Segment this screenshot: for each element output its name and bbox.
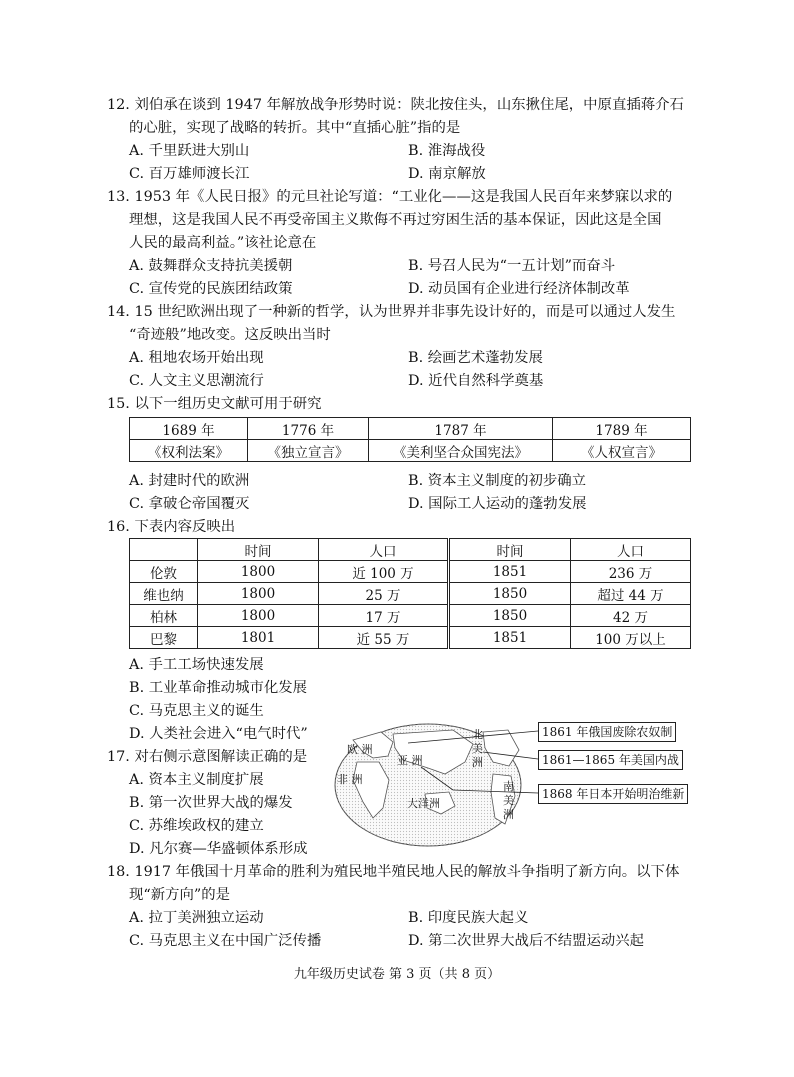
- q13-option-b: B. 号召人民为“一五计划”而奋斗: [408, 258, 616, 274]
- label-africa: 非 洲: [337, 773, 363, 786]
- table-cell: 维也纳: [130, 583, 198, 605]
- q18-option-a: A. 拉丁美洲独立运动: [129, 910, 264, 926]
- table-cell: 1851: [449, 561, 571, 583]
- table-cell: 100 万以上: [571, 627, 691, 649]
- q17-option-a: A. 资本主义制度扩展: [129, 772, 264, 788]
- table-cell: 《独立宣言》: [248, 440, 369, 462]
- q15-option-b: B. 资本主义制度的初步确立: [408, 473, 587, 489]
- table-cell: 42 万: [571, 605, 691, 627]
- table-header-cell: 人口: [571, 539, 691, 561]
- q17-option-c: C. 苏维埃政权的建立: [129, 818, 264, 834]
- q18-stem-line2: 现“新方向”的是: [129, 887, 231, 903]
- q14-stem-line1: 14. 15 世纪欧洲出现了一种新的哲学，认为世界并非事先设计好的，而是可以通过人发生: [107, 304, 676, 320]
- q13-stem-line2: 理想，这是我国人民不再受帝国主义欺侮不再过穷困生活的基本保证，因此这是全国: [129, 212, 662, 228]
- q15-option-d: D. 国际工人运动的蓬勃发展: [408, 496, 587, 512]
- table-cell: 1801: [198, 627, 319, 649]
- q17-option-d: D. 凡尔赛—华盛顿体系形成: [129, 841, 308, 857]
- q13-option-c: C. 宣传党的民族团结政策: [129, 281, 293, 297]
- q13-stem-line3: 人民的最高利益。”该社论意在: [129, 235, 317, 251]
- table-row: [130, 583, 691, 605]
- label-europe: 欧 洲: [347, 743, 373, 756]
- q14-stem-line2: “奇迹般”地改变。这反映出当时: [129, 327, 331, 343]
- label-south-america: 南 美 洲: [503, 780, 514, 821]
- table-cell: 1800: [198, 605, 319, 627]
- q15-stem-line1: 15. 以下一组历史文献可用于研究: [107, 396, 322, 412]
- q17-stem-line1: 17. 对右侧示意图解读正确的是: [107, 749, 308, 765]
- table-cell: 《权利法案》: [130, 440, 248, 462]
- table-cell: 1789 年: [553, 418, 691, 440]
- table-cell: 1800: [198, 583, 319, 605]
- table-row: [130, 561, 691, 583]
- q16-population-table: [129, 538, 691, 649]
- q16-stem-line1: 16. 下表内容反映出: [107, 519, 236, 535]
- table-cell: 柏林: [130, 605, 198, 627]
- q16-option-a: A. 手工工场快速发展: [129, 657, 264, 673]
- q13-stem-line1: 13. 1953 年《人民日报》的元旦社论写道：“工业化——这是我国人民百年来梦寐以求的: [107, 189, 673, 205]
- q17-option-b: B. 第一次世界大战的爆发: [129, 795, 293, 811]
- q13-option-a: A. 鼓舞群众支持抗美援朝: [129, 258, 293, 274]
- table-header-cell: 时间: [449, 539, 571, 561]
- table-cell: 超过 44 万: [571, 583, 691, 605]
- table-header-cell: 人口: [319, 539, 449, 561]
- label-asia: 亚 洲: [397, 754, 423, 767]
- table-cell: 1850: [449, 605, 571, 627]
- q14-option-b: B. 绘画艺术蓬勃发展: [408, 350, 543, 366]
- q14-option-d: D. 近代自然科学奠基: [408, 373, 544, 389]
- table-cell: 《人权宣言》: [553, 440, 691, 462]
- table-cell: 伦敦: [130, 561, 198, 583]
- table-cell: 1689 年: [130, 418, 248, 440]
- q14-option-a: A. 租地农场开始出现: [129, 350, 264, 366]
- table-row: [130, 418, 691, 440]
- label-north-america: 北 美 洲: [472, 728, 483, 769]
- table-cell: 近 55 万: [319, 627, 449, 649]
- q15-option-a: A. 封建时代的欧洲: [129, 473, 250, 489]
- table-row: [130, 539, 691, 561]
- table-cell: 25 万: [319, 583, 449, 605]
- q18-stem-line1: 18. 1917 年俄国十月革命的胜利为殖民地半殖民地人民的解放斗争指明了新方向。以下体: [107, 864, 680, 880]
- q12-option-a: A. 千里跃进大别山: [129, 143, 250, 159]
- q14-option-c: C. 人文主义思潮流行: [129, 373, 264, 389]
- table-cell: 1800: [198, 561, 319, 583]
- callout-russia-serfdom: 1861 年俄国废除农奴制: [538, 722, 676, 742]
- table-cell: 巴黎: [130, 627, 198, 649]
- table-header-cell: 时间: [198, 539, 319, 561]
- table-cell: 1787 年: [369, 418, 553, 440]
- q18-option-c: C. 马克思主义在中国广泛传播: [129, 933, 322, 949]
- table-cell: 《美利坚合众国宪法》: [369, 440, 553, 462]
- table-row: [130, 627, 691, 649]
- table-cell: 1776 年: [248, 418, 369, 440]
- callout-meiji-restoration: 1868 年日本开始明治维新: [538, 784, 688, 804]
- q16-option-b: B. 工业革命推动城市化发展: [129, 680, 308, 696]
- table-row: [130, 440, 691, 462]
- table-cell: 1850: [449, 583, 571, 605]
- q16-option-d: D. 人类社会进入“电气时代”: [129, 726, 308, 742]
- table-cell: 1851: [449, 627, 571, 649]
- world-map-figure: [333, 722, 703, 848]
- table-cell: 236 万: [571, 561, 691, 583]
- q16-option-c: C. 马克思主义的诞生: [129, 703, 264, 719]
- page-footer: 九年级历史试卷 第 3 页（共 8 页）: [293, 967, 501, 982]
- table-header-cell: [130, 539, 198, 561]
- q12-option-b: B. 淮海战役: [408, 143, 486, 159]
- q15-documents-table: [129, 417, 691, 462]
- callout-us-civil-war: 1861—1865 年美国内战: [538, 750, 683, 770]
- q12-stem-line2: 的心脏，实现了战略的转折。其中“直插心脏”指的是: [129, 120, 461, 136]
- table-cell: 近 100 万: [319, 561, 449, 583]
- table-cell: 17 万: [319, 605, 449, 627]
- table-row: [130, 605, 691, 627]
- q12-stem-line1: 12. 刘伯承在谈到 1947 年解放战争形势时说：陕北按住头，山东揪住尾，中原直插蒋介石: [107, 97, 684, 113]
- q18-option-d: D. 第二次世界大战后不结盟运动兴起: [408, 933, 645, 949]
- q15-option-c: C. 拿破仑帝国覆灭: [129, 496, 250, 512]
- q12-option-c: C. 百万雄师渡长江: [129, 166, 250, 182]
- q12-option-d: D. 南京解放: [408, 166, 486, 182]
- label-oceania: 大洋洲: [407, 797, 440, 810]
- q18-option-b: B. 印度民族大起义: [408, 910, 529, 926]
- q13-option-d: D. 动员国有企业进行经济体制改革: [408, 281, 630, 297]
